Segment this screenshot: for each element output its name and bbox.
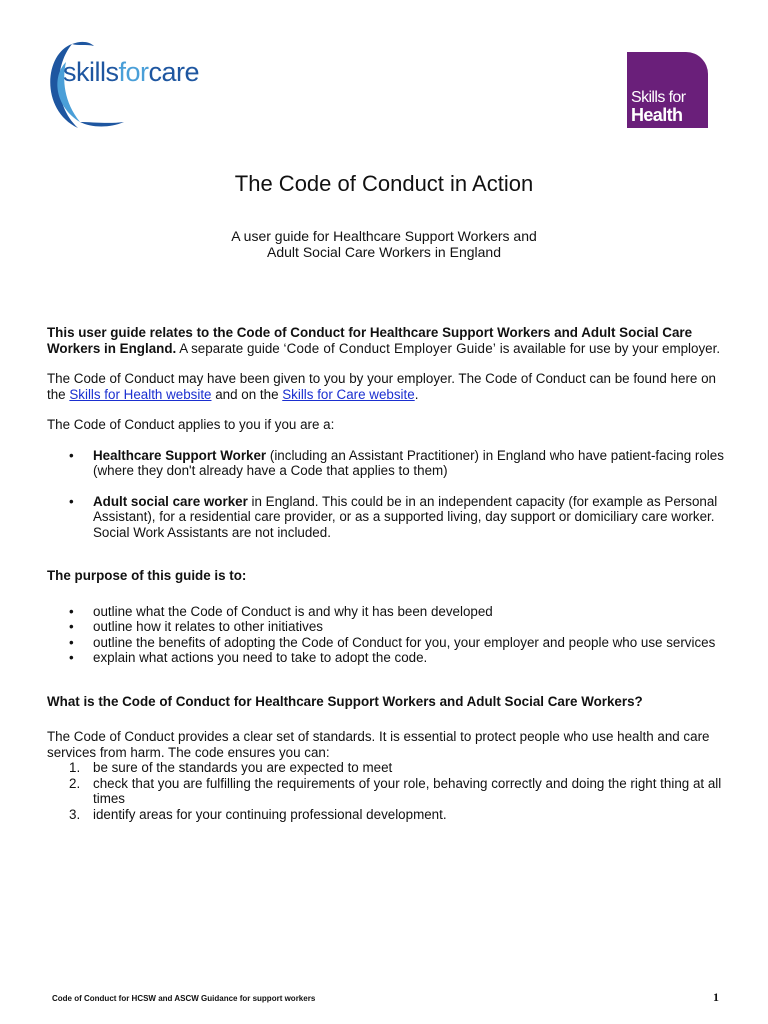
list-item xyxy=(47,807,727,823)
purpose-list xyxy=(47,604,727,666)
item-number: 2. xyxy=(69,775,81,791)
intro-text1: A separate guide xyxy=(176,340,284,356)
list-item: • outline what the Code of Conduct is and why it has been developed xyxy=(47,604,727,620)
page-number: 1 xyxy=(713,990,719,1004)
role-description: (including an Assistant Practitioner) in England who have patient-facing roles (where they don't already have a Code that applies to them) xyxy=(93,447,724,478)
found-text2: and on the xyxy=(211,386,283,402)
employer-guide-name: ‘Code of Conduct Employer Guide’ xyxy=(283,340,497,356)
skills-for-health-logo xyxy=(627,52,708,128)
skills-for-care-wordmark: skillsforcare xyxy=(63,57,200,87)
item-number: 1. xyxy=(69,760,81,775)
item-number: 3. xyxy=(69,806,81,822)
purpose-heading: The purpose of this guide is to: xyxy=(47,568,247,583)
skills-for-health-line2: Health xyxy=(631,105,683,125)
list-item xyxy=(47,760,727,776)
what-heading: What is the Code of Conduct for Healthcare Support Workers and Adult Social Care Workers? xyxy=(47,693,643,709)
document-body xyxy=(47,325,727,822)
found-text3: . xyxy=(414,386,419,402)
role-name: Adult social care worker xyxy=(93,493,248,509)
list-item xyxy=(47,494,727,541)
intro-paragraph xyxy=(47,325,727,356)
document-subtitle xyxy=(0,228,768,260)
skills-for-health-link[interactable]: Skills for Health website xyxy=(69,386,212,402)
role-description: in England. This could be in an independent capacity (for example as Personal Assistant), for a residential care provider, or as a supported living, day support or domiciliary care worker. Social Work Assistants are not included. xyxy=(93,493,718,540)
page-footer: Code of Conduct for HCSW and ASCW Guidance for support workers xyxy=(52,994,316,1003)
skills-for-care-link[interactable]: Skills for Care website xyxy=(282,386,415,402)
found-paragraph xyxy=(47,371,727,402)
list-item xyxy=(47,776,727,807)
skills-for-health-line1: Skills for xyxy=(631,89,686,106)
skills-for-care-logo xyxy=(44,40,244,132)
roles-list xyxy=(47,448,727,541)
item-text: be sure of the standards you are expected to meet xyxy=(93,760,393,775)
what-paragraph: The Code of Conduct provides a clear set of standards. It is essential to protect people who use health and care services from harm. The code ensures you can: xyxy=(47,729,710,760)
what-list xyxy=(47,760,727,822)
applies-paragraph: The Code of Conduct applies to you if you are a: xyxy=(47,417,335,432)
found-text1: The Code of Conduct may have been given to you by your employer. The Code of Conduct can be found here on the xyxy=(47,371,716,402)
intro-text2: is available for use by your employer. xyxy=(496,340,721,356)
item-text: check that you are fulfilling the requirements of your role, behaving correctly and doing the right thing at all times xyxy=(93,775,722,806)
role-name: Healthcare Support Worker xyxy=(93,447,267,463)
list-item: • explain what actions you need to take to adopt the code. xyxy=(47,650,727,666)
subtitle-line1: A user guide for Healthcare Support Workers and xyxy=(231,228,537,244)
list-item xyxy=(47,448,727,479)
intro-bold: This user guide relates to the Code of Conduct for Healthcare Support Workers and Adult Social Care Workers in England. xyxy=(47,325,693,356)
document-title: The Code of Conduct in Action xyxy=(234,171,534,196)
list-item: • outline the benefits of adopting the Code of Conduct for you, your employer and people who use services xyxy=(47,635,727,651)
subtitle-line2: Adult Social Care Workers in England xyxy=(267,244,501,260)
item-text: identify areas for your continuing professional development. xyxy=(93,806,447,822)
list-item: • outline how it relates to other initiatives xyxy=(47,619,727,635)
